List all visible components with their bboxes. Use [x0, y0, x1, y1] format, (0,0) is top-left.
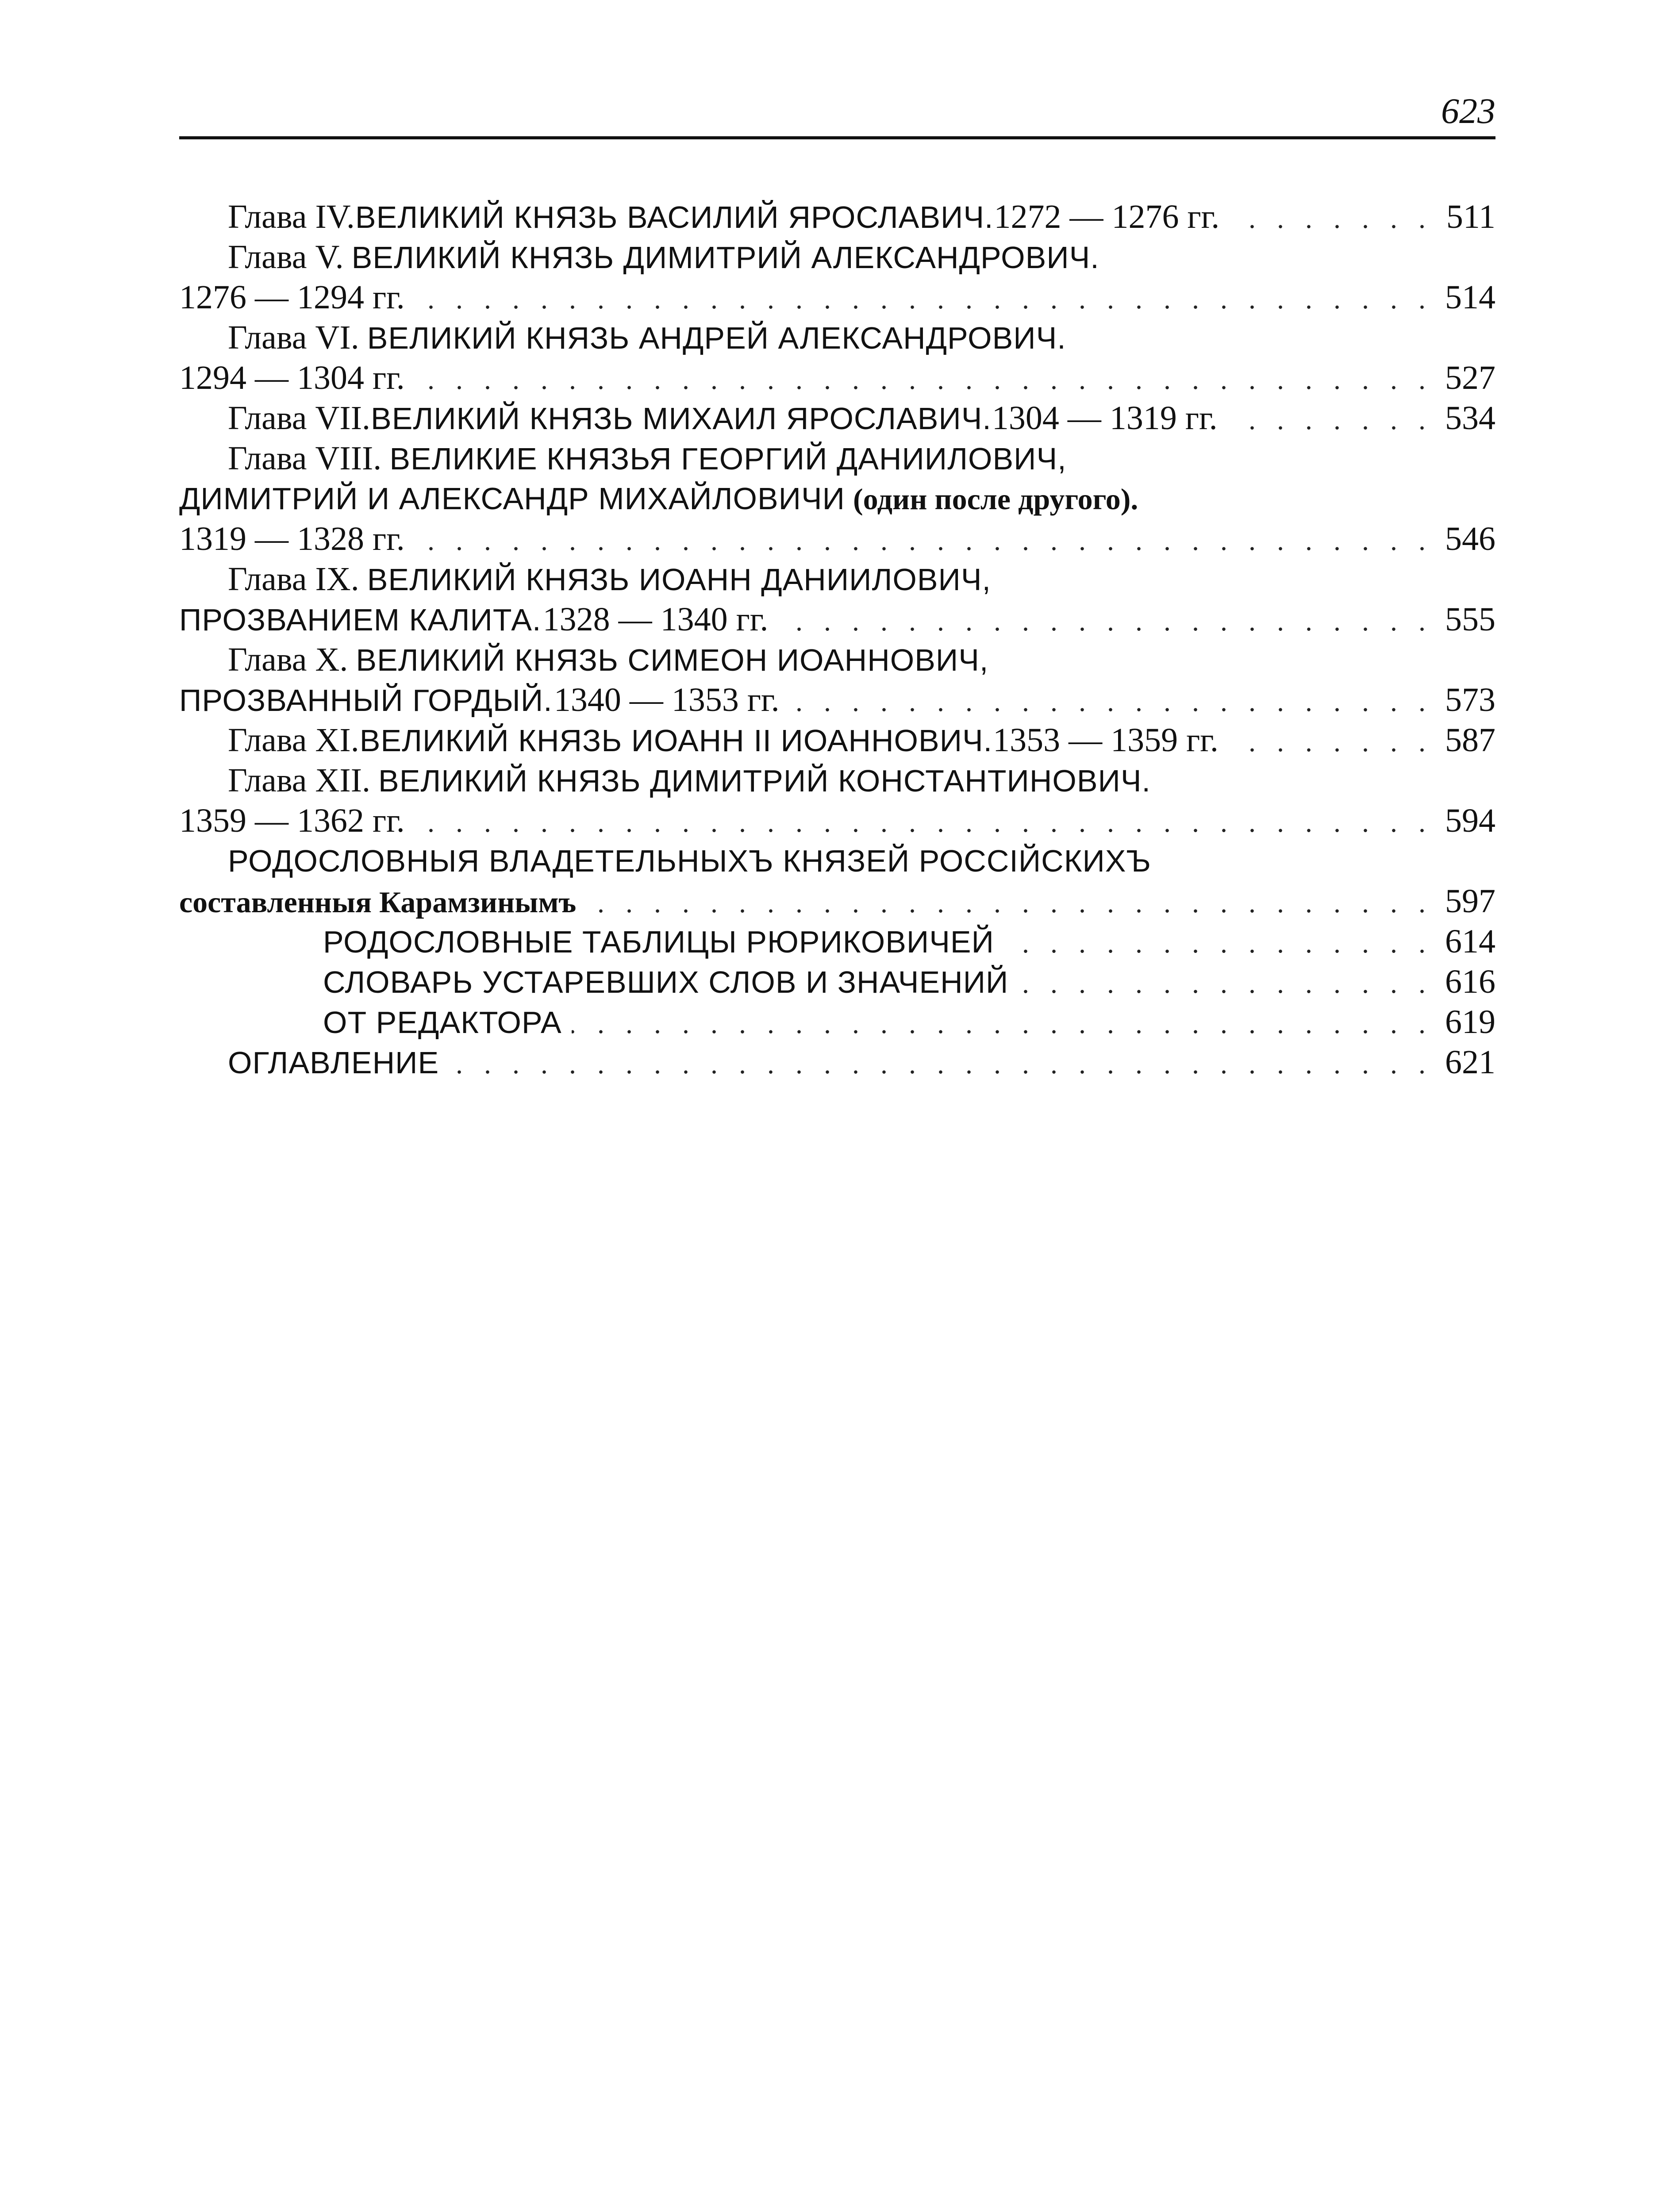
leader-dots — [1227, 399, 1433, 440]
page-ref: 619 — [1445, 1003, 1495, 1041]
leader-dots — [449, 1044, 1433, 1084]
toc-entry-chapter-4[interactable] — [179, 197, 1495, 237]
chapter-dates: 1276 — 1294 гг. — [179, 279, 405, 316]
page-ref: 546 — [1445, 520, 1495, 557]
leader-dots — [415, 802, 1433, 842]
appendix-title: ОТ РЕДАКТОРА — [323, 1005, 562, 1040]
page-ref: 511 — [1446, 198, 1495, 235]
table-of-contents — [179, 197, 1495, 1083]
chapter-dates: 1272 — 1276 гг. — [994, 198, 1220, 235]
chapter-title-continued: ПРОЗВАННЫЙ ГОРДЫЙ. — [179, 683, 553, 718]
chapter-title: ВЕЛИКИЙ КНЯЗЬ ИОАНН ДАНИИЛОВИЧ, — [367, 562, 991, 597]
leader-dots — [1018, 963, 1433, 1003]
chapter-dates: 1353 — 1359 гг. — [993, 722, 1219, 759]
chapter-title: ВЕЛИКИЙ КНЯЗЬ СИМЕОН ИОАННОВИЧ, — [356, 643, 989, 677]
toc-entry-appendix-editor[interactable] — [179, 1002, 1495, 1042]
chapter-prefix: Глава VII. — [228, 399, 370, 437]
genealogy-subtitle: составленныя Карамзинымъ — [179, 885, 577, 919]
page-ref: 597 — [1445, 883, 1495, 920]
chapter-dates: 1328 — 1340 гг. — [542, 601, 769, 638]
leader-dots — [789, 681, 1433, 722]
chapter-dates: 1340 — 1353 гг. — [554, 681, 780, 718]
chapter-dates: 1359 — 1362 гг. — [179, 802, 405, 839]
toc-entry-contents[interactable] — [179, 1042, 1495, 1083]
toc-entry-chapter-8-line1[interactable] — [179, 438, 1495, 479]
leader-dots — [778, 601, 1433, 641]
chapter-title-continued: ДИМИТРИЙ И АЛЕКСАНДР МИХАЙЛОВИЧИ — [179, 481, 845, 516]
chapter-prefix: Глава IV. — [228, 198, 355, 235]
toc-entry-chapter-9-line1[interactable] — [179, 559, 1495, 599]
chapter-dates: 1294 — 1304 гг. — [179, 359, 405, 396]
chapter-dates: 1304 — 1319 гг. — [992, 399, 1218, 437]
chapter-prefix: Глава XII. — [228, 762, 370, 799]
leader-dots — [415, 359, 1433, 399]
leader-dots — [1004, 923, 1433, 963]
toc-entry-chapter-6-line1[interactable] — [179, 318, 1495, 358]
page-ref: 534 — [1445, 399, 1496, 437]
chapter-prefix: Глава X. — [228, 641, 348, 678]
toc-entry-appendix-tables[interactable] — [179, 922, 1495, 962]
toc-entry-chapter-8-line2[interactable] — [179, 479, 1495, 519]
header-rule — [179, 136, 1495, 139]
toc-entry-chapter-6-line2[interactable] — [179, 358, 1495, 398]
page-ref: 514 — [1445, 279, 1495, 316]
toc-entry-chapter-12-line2[interactable] — [179, 801, 1495, 841]
toc-entry-chapter-12-line1[interactable] — [179, 760, 1495, 801]
chapter-title: ВЕЛИКИЙ КНЯЗЬ АНДРЕЙ АЛЕКСАНДРОВИЧ. — [367, 321, 1066, 355]
toc-entry-chapter-10-line1[interactable] — [179, 640, 1495, 680]
chapter-title: ВЕЛИКИЙ КНЯЗЬ ДИМИТРИЙ АЛЕКСАНДРОВИЧ. — [351, 240, 1099, 275]
appendix-title: РОДОСЛОВНЫЕ ТАБЛИЦЫ РЮРИКОВИЧЕЙ — [323, 925, 994, 959]
chapter-prefix: Глава XI. — [228, 722, 359, 759]
chapter-title: ВЕЛИКИЙ КНЯЗЬ ИОАНН II ИОАННОВИЧ. — [359, 723, 993, 758]
page-ref: 573 — [1445, 681, 1495, 718]
toc-entry-genealogy-line2[interactable] — [179, 881, 1495, 922]
chapter-prefix: Глава VI. — [228, 319, 359, 356]
toc-entry-appendix-dictionary[interactable] — [179, 962, 1495, 1002]
chapter-dates: 1319 — 1328 гг. — [179, 520, 405, 557]
chapter-title-continued: ПРОЗВАНИЕМ КАЛИТА. — [179, 603, 542, 637]
toc-entry-chapter-5-line2[interactable] — [179, 277, 1495, 318]
chapter-note: (один после другого). — [853, 482, 1138, 516]
chapter-prefix: Глава IX. — [228, 561, 359, 598]
page-ref: 616 — [1445, 963, 1495, 1000]
toc-entry-genealogy-line1[interactable] — [179, 841, 1495, 881]
page-ref: 555 — [1445, 601, 1495, 638]
leader-dots — [415, 279, 1433, 319]
appendix-title: СЛОВАРЬ УСТАРЕВШИХ СЛОВ И ЗНАЧЕНИЙ — [323, 965, 1009, 999]
page-number: 623 — [1441, 91, 1495, 131]
page-ref: 587 — [1445, 722, 1495, 759]
leader-dots — [572, 1003, 1433, 1044]
page-ref: 614 — [1445, 923, 1495, 960]
toc-entry-chapter-10-line2[interactable] — [179, 680, 1495, 720]
leader-dots — [586, 883, 1433, 923]
toc-entry-chapter-11[interactable] — [179, 720, 1495, 760]
page-ref: 621 — [1445, 1044, 1495, 1081]
leader-dots — [1228, 722, 1433, 762]
leader-dots — [415, 520, 1433, 561]
chapter-title: ВЕЛИКИЙ КНЯЗЬ ВАСИЛИЙ ЯРОСЛАВИЧ. — [355, 200, 994, 234]
chapter-title: ВЕЛИКИЙ КНЯЗЬ МИХАИЛ ЯРОСЛАВИЧ. — [371, 401, 992, 436]
chapter-title: ВЕЛИКИЕ КНЯЗЬЯ ГЕОРГИЙ ДАНИИЛОВИЧ, — [389, 442, 1067, 476]
genealogy-title: РОДОСЛОВНЫЯ ВЛАДЕТЕЛЬНЫХЪ КНЯЗЕЙ РОССІЙСКИХЪ — [228, 844, 1151, 878]
leader-dots — [1229, 198, 1433, 238]
toc-entry-chapter-7[interactable] — [179, 398, 1495, 438]
page-ref: 594 — [1445, 802, 1495, 839]
toc-entry-chapter-5-line1[interactable] — [179, 237, 1495, 277]
chapter-prefix: Глава V. — [228, 238, 344, 276]
toc-entry-chapter-8-line3[interactable] — [179, 519, 1495, 559]
chapter-title: ВЕЛИКИЙ КНЯЗЬ ДИМИТРИЙ КОНСТАНТИНОВИЧ. — [378, 764, 1151, 798]
toc-entry-chapter-9-line2[interactable] — [179, 599, 1495, 640]
contents-title: ОГЛАВЛЕНИЕ — [228, 1045, 439, 1080]
page-ref: 527 — [1445, 359, 1495, 396]
chapter-prefix: Глава VIII. — [228, 440, 382, 477]
